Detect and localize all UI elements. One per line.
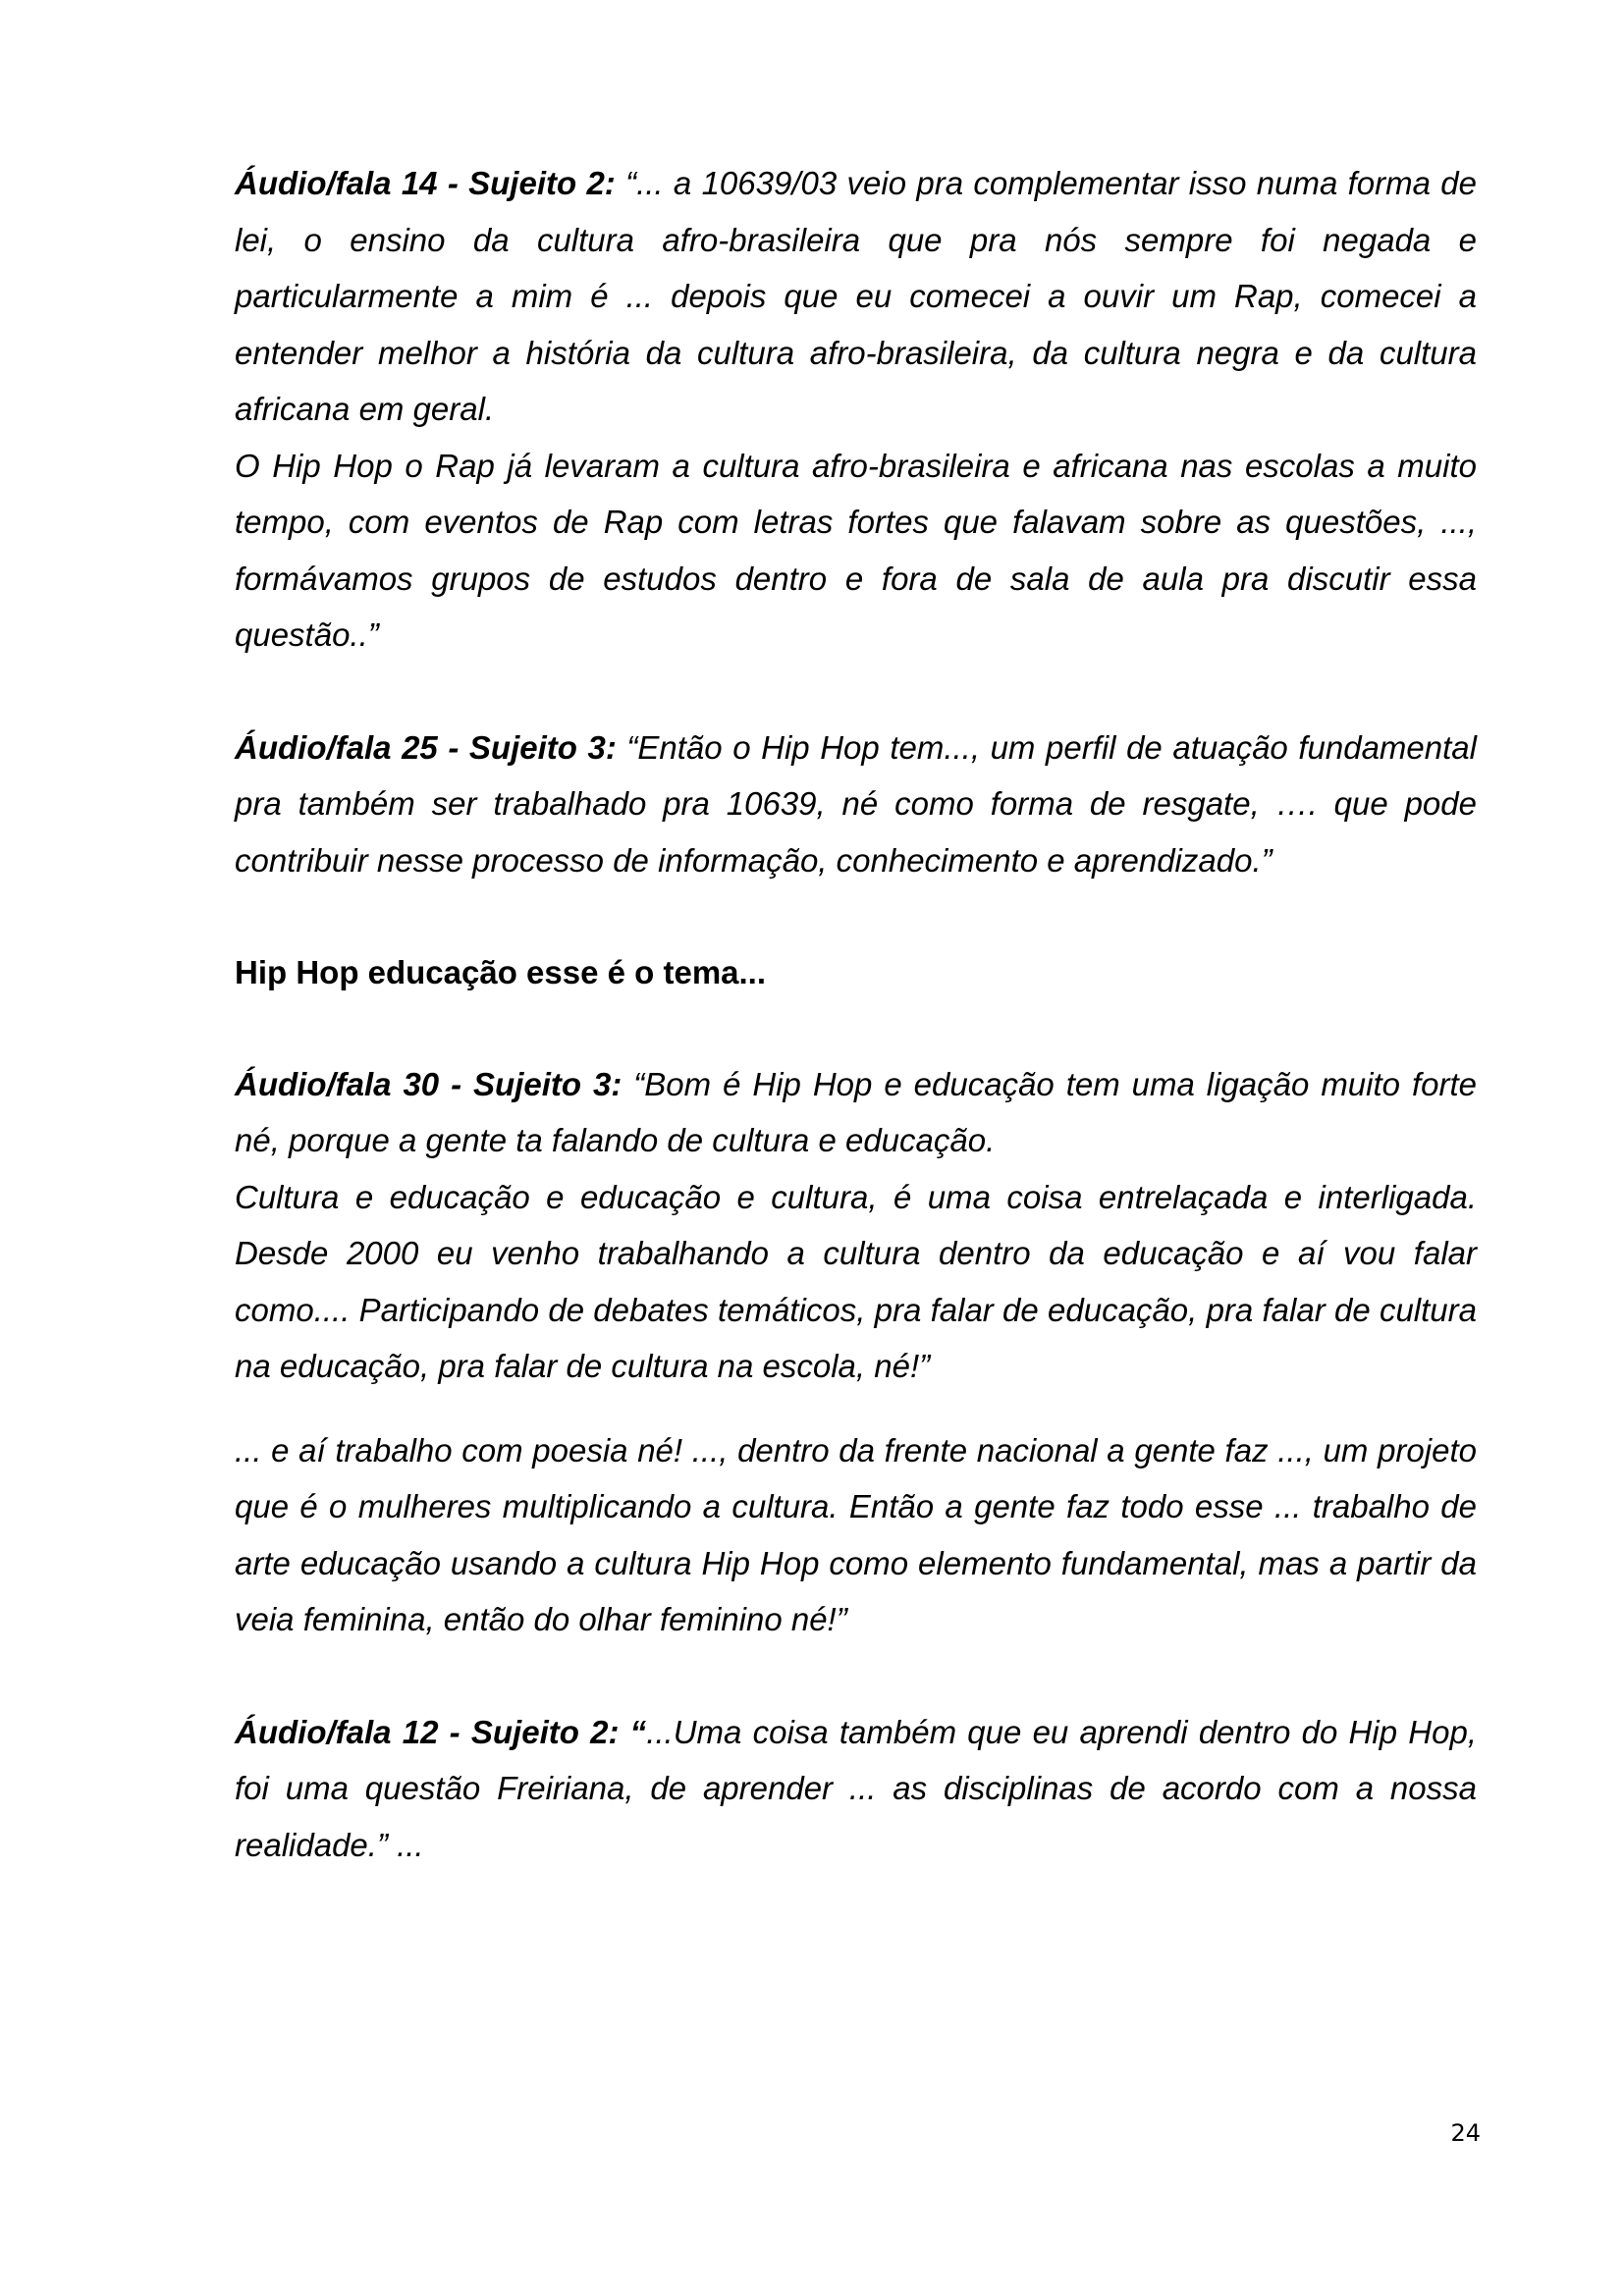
speaker-label: Áudio/fala 12 - Sujeito 2: “ (235, 1713, 647, 1750)
page-body (235, 155, 1477, 1873)
section-heading: Hip Hop educação esse é o tema... (235, 954, 767, 990)
speaker-label: Áudio/fala 25 - Sujeito 3: (235, 728, 617, 766)
speaker-label: Áudio/fala 14 - Sujeito 2: (235, 165, 616, 201)
quote-text: “Bom é Hip Hop e educação tem uma ligação muito forte né, porque a gente ta falando de cultura e educação. (235, 1065, 1477, 1158)
quote-block-audio-30 (235, 1056, 1477, 1648)
spacer (235, 1395, 1477, 1422)
quote-block-audio-25 (235, 720, 1477, 889)
quote-text: ...Uma coisa também que eu aprendi dentro do Hip Hop, foi uma questão Freiriana, de aprender ... as disciplinas de acordo com a nossa realidade.” ... (235, 1713, 1477, 1863)
quote-block-audio-12 (235, 1704, 1477, 1874)
quote-paragraph (235, 155, 1477, 438)
quote-paragraph (235, 720, 1477, 889)
quote-paragraph (235, 1169, 1477, 1395)
spacer (235, 664, 1477, 720)
quote-paragraph (235, 438, 1477, 664)
quote-text: “... a 10639/03 veio pra complementar isso numa forma de lei, o ensino da cultura afro-brasileira que pra nós sempre foi negada e particularmente a mim é ... depois que eu comecei a ouvir um Rap, comecei a entender melhor a história da cultura afro-brasileira, da cultura negra e da cultura africana em geral. (235, 165, 1477, 427)
spacer (235, 1001, 1477, 1056)
quote-text: O Hip Hop o Rap já levaram a cultura afro-brasileira e africana nas escolas a muito tempo, com eventos de Rap com letras fortes que falavam sobre as questões, ..., formávamos grupos de estudos dentro e fora de sala de aula pra discutir essa questão..” (235, 447, 1477, 653)
quote-text: ... e aí trabalho com poesia né! ..., dentro da frente nacional a gente faz ..., um projeto que é o mulheres multiplicando a cultura. Então a gente faz todo esse ... trabalho de arte educação usando a cultura Hip Hop como elemento fundamental, mas a partir da veia feminina, então do olhar feminino né!” (235, 1431, 1477, 1637)
quote-block-audio-14 (235, 155, 1477, 664)
speaker-label: Áudio/fala 30 - Sujeito 3: (235, 1065, 623, 1102)
quote-text: Cultura e educação e educação e cultura, é uma coisa entrelaçada e interligada. Desde 2000 eu venho trabalhando a cultura dentro da educação e aí vou falar como.... Participando de debates temáticos, pra falar de educação, pra falar de cultura na educação, pra falar de cultura na escola, né!” (235, 1178, 1477, 1384)
quote-paragraph (235, 1422, 1477, 1648)
quote-text: “Então o Hip Hop tem..., um perfil de atuação fundamental pra também ser trabalhado pra 10639, né como forma de resgate, …. que pode contribuir nesse processo de informação, conhecimento e aprendizado.” (235, 728, 1477, 879)
spacer (235, 888, 1477, 944)
quote-paragraph (235, 1704, 1477, 1874)
page-number: 24 (1450, 2119, 1481, 2147)
spacer (235, 1648, 1477, 1704)
quote-paragraph (235, 1056, 1477, 1169)
